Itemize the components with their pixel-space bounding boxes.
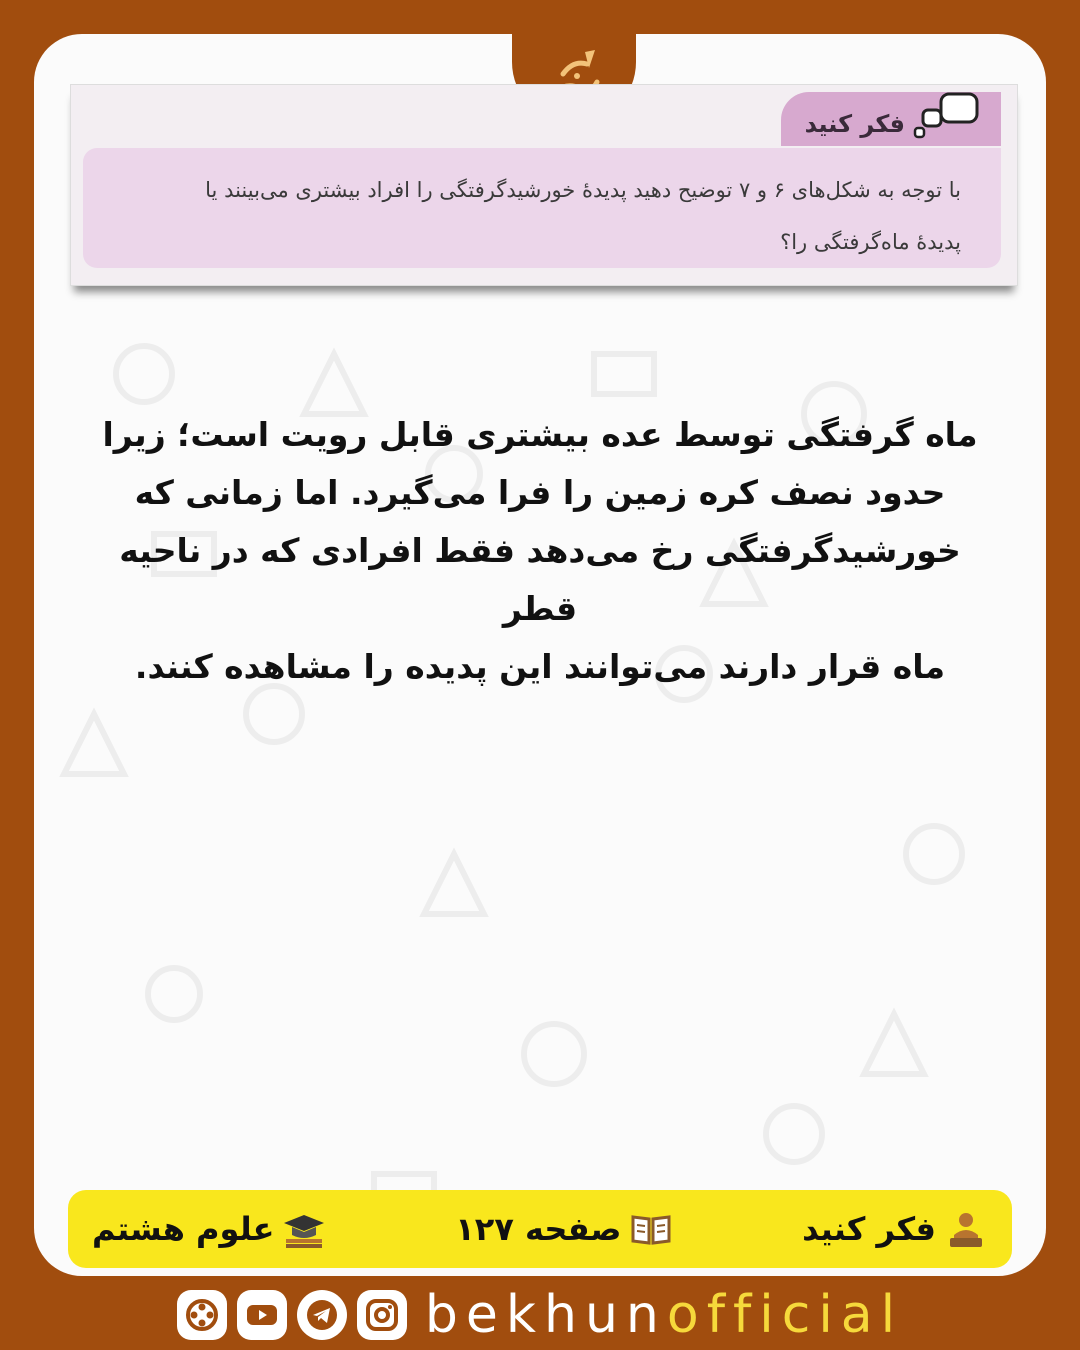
teacher-icon [944, 1209, 988, 1249]
brand-handle[interactable] [425, 1285, 903, 1345]
footer-subject [92, 1209, 326, 1249]
question-text [103, 164, 961, 268]
graduation-cap-icon [282, 1209, 326, 1249]
film-reel-icon [185, 1298, 219, 1332]
footer-page-label: صفحه ۱۲۷ [455, 1210, 622, 1248]
youtube-icon [245, 1298, 279, 1332]
footer-page [455, 1209, 673, 1249]
think-heading: فکر کنید [804, 110, 905, 138]
question-panel [83, 148, 1001, 268]
instagram-link[interactable] [357, 1290, 407, 1340]
film-reel-link[interactable] [177, 1290, 227, 1340]
telegram-icon [305, 1298, 339, 1332]
brand-part-2: official [666, 1285, 904, 1345]
answer-text [94, 406, 986, 696]
think-tab [781, 92, 1001, 146]
footer-section [802, 1209, 988, 1249]
answer-line: خورشیدگرفتگی رخ می‌دهد فقط افرادی که در ناحیه قطر [119, 531, 961, 628]
footer-section-label: فکر کنید [802, 1210, 936, 1248]
youtube-link[interactable] [237, 1290, 287, 1340]
brand-part-1: bekhun [424, 1285, 667, 1345]
footer-bar [68, 1190, 1012, 1268]
textbook-excerpt [70, 84, 1018, 286]
telegram-link[interactable] [297, 1290, 347, 1340]
answer-line: ماه قرار دارند می‌توانند این پدیده را مشاهده کنند. [134, 647, 946, 686]
book-icon [629, 1209, 673, 1249]
instagram-icon [365, 1298, 399, 1332]
answer-line: ماه گرفتگی توسط عده بیشتری قابل رویت است؛ زیرا [102, 415, 978, 454]
question-line: پدیدهٔ ماه‌گرفتگی را؟ [780, 230, 961, 254]
question-line: با توجه به شکل‌های ۶ و ۷ توضیح دهید پدیدهٔ خورشیدگرفتگی را افراد بیشتری می‌بینند یا [205, 178, 961, 202]
brand-row [0, 1280, 1080, 1350]
answer-line: حدود نصف کره زمین را فرا می‌گیرد. اما زمانی که [134, 473, 946, 512]
footer-subject-label: علوم هشتم [92, 1210, 275, 1248]
thought-bubble-icon [913, 92, 981, 140]
